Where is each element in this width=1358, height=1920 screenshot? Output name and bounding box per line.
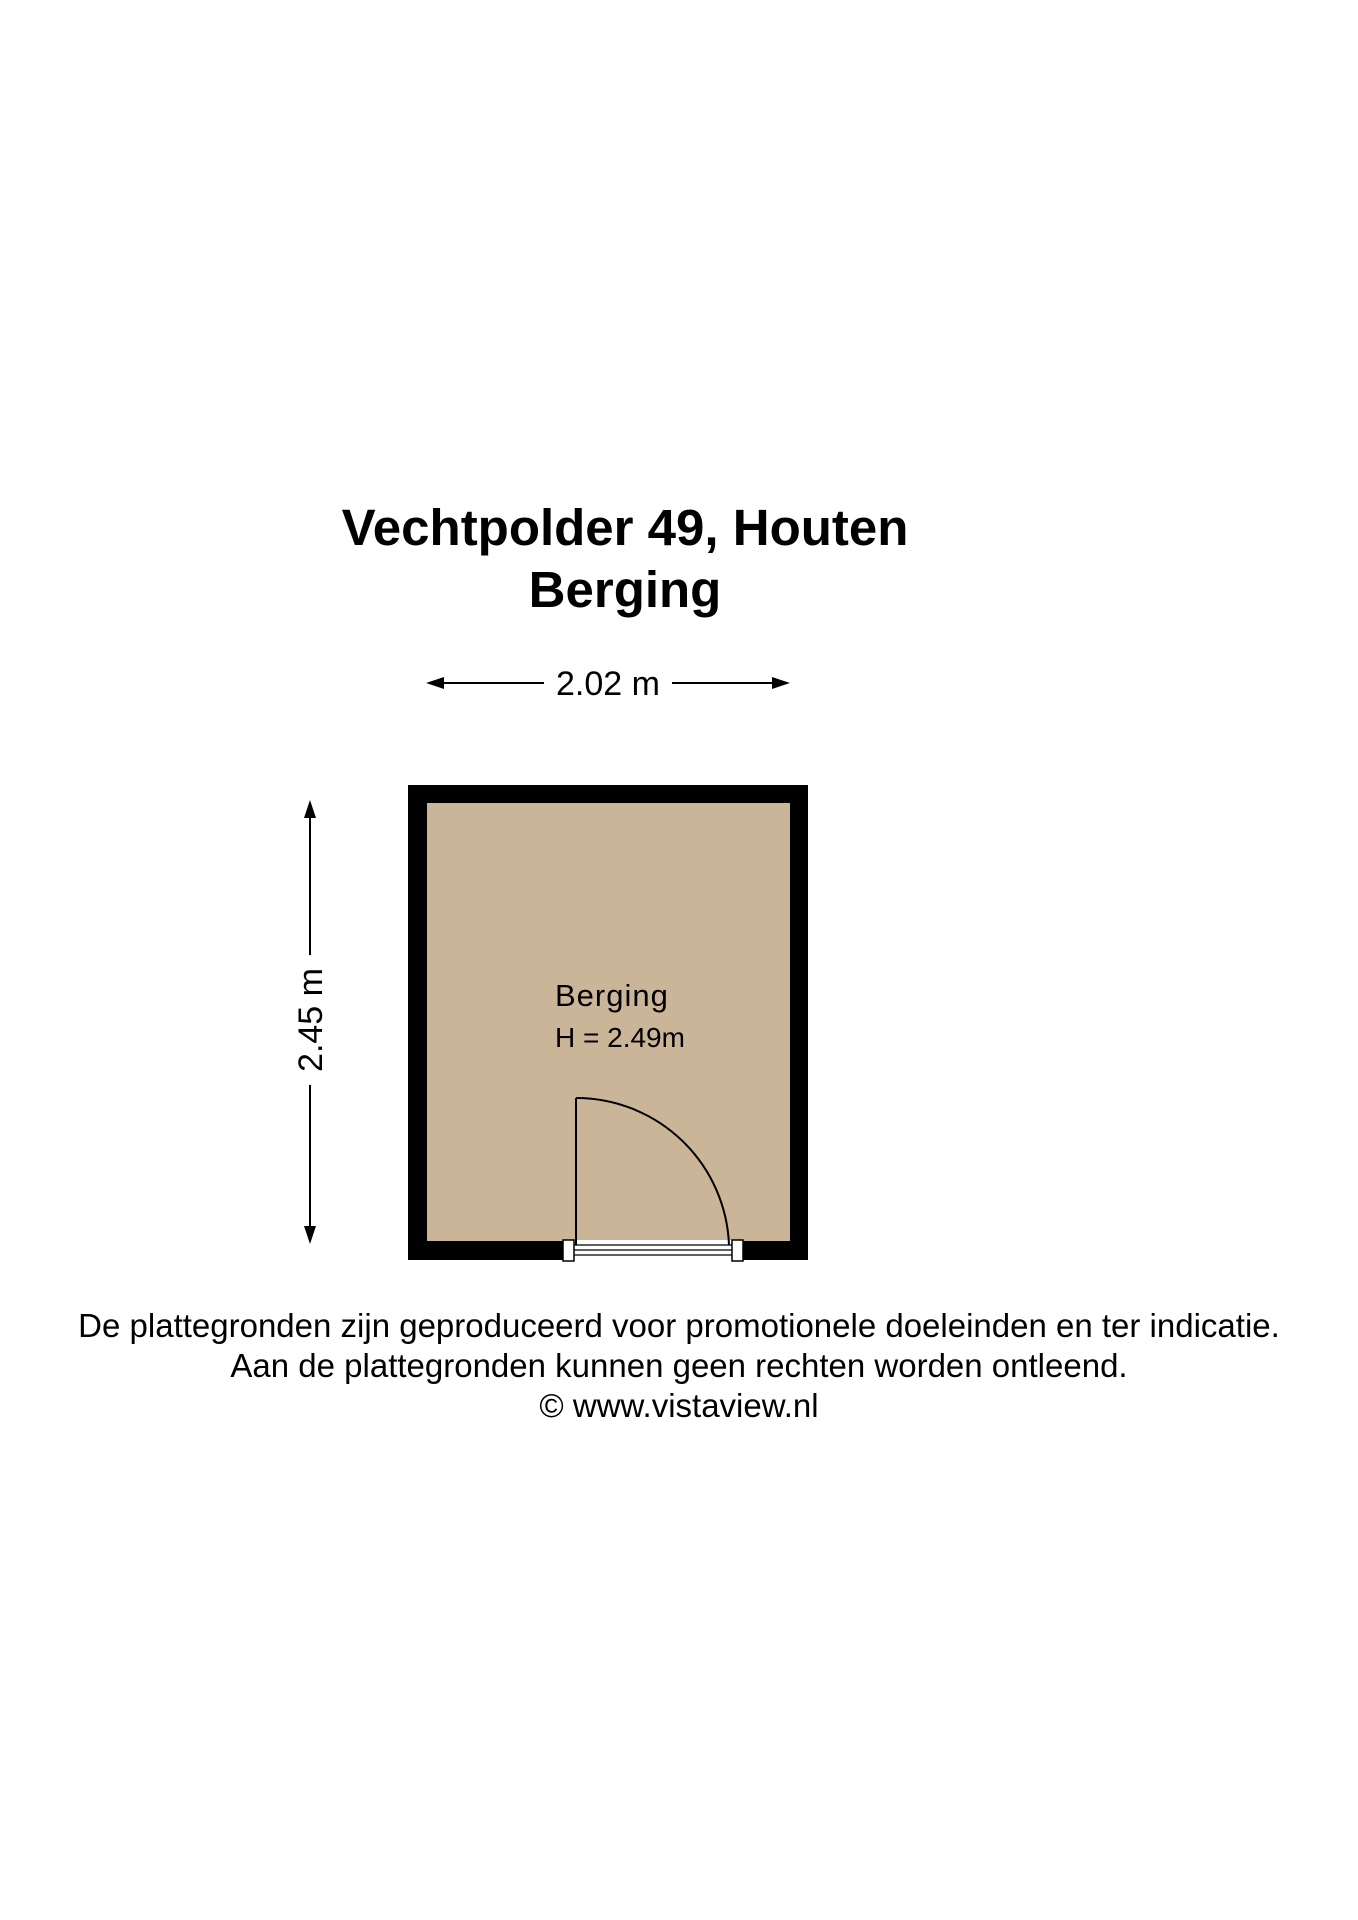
room-berging xyxy=(408,785,808,1261)
copyright-link[interactable]: © www.vistaview.nl xyxy=(539,1387,819,1424)
page-title: Vechtpolder 49, Houten xyxy=(341,499,909,556)
width-dimension-label: 2.02 m xyxy=(556,665,660,703)
disclaimer-line-2: Aan de plattegronden kunnen geen rechten worden ontleend. xyxy=(230,1347,1128,1384)
arrow-left-icon xyxy=(426,677,444,689)
arrow-up-icon xyxy=(304,800,316,818)
room-height-label: H = 2.49m xyxy=(555,1022,685,1053)
disclaimer-line-1: De plattegronden zijn geproduceerd voor promotionele doeleinden en ter indicatie. xyxy=(78,1307,1280,1344)
depth-dimension-label: 2.45 m xyxy=(292,968,330,1072)
door-frame-right xyxy=(732,1240,743,1261)
depth-dimension xyxy=(292,800,330,1244)
floor-title: Berging xyxy=(528,561,722,618)
arrow-down-icon xyxy=(304,1226,316,1244)
width-dimension xyxy=(426,665,790,703)
door-frame-left xyxy=(563,1240,574,1261)
room-name-label: Berging xyxy=(555,978,669,1013)
arrow-right-icon xyxy=(772,677,790,689)
